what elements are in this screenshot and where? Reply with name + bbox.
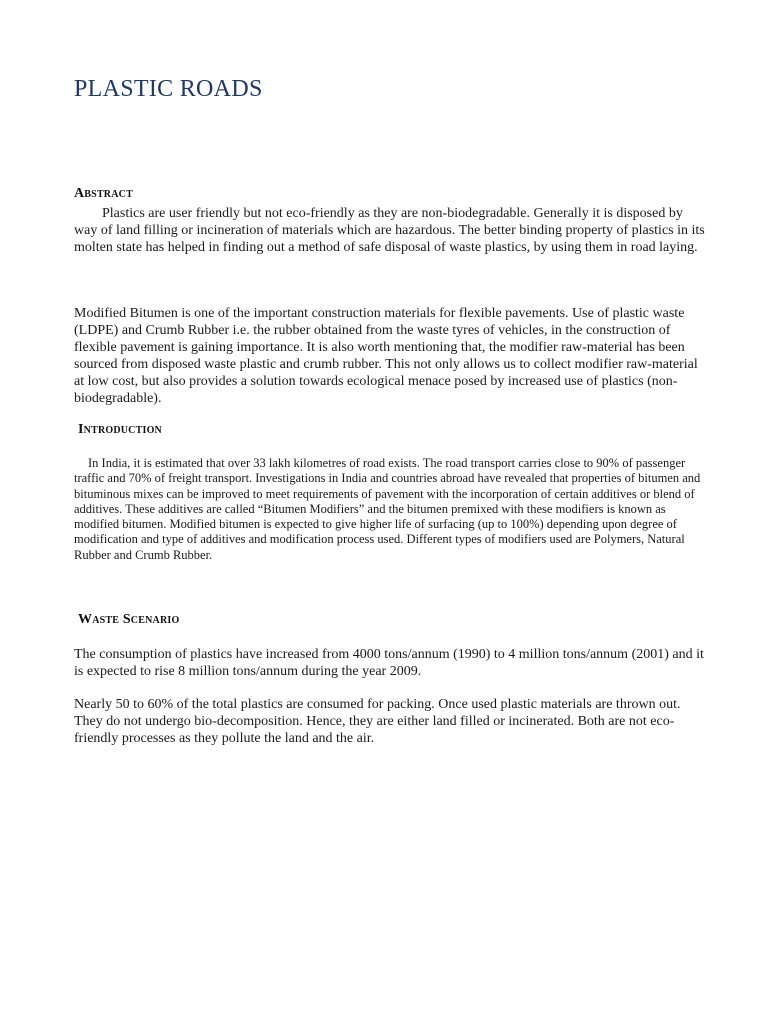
introduction-heading: Introduction [78,422,162,437]
waste-scenario-paragraph-1: The consumption of plastics have increased from 4000 tons/annum (1990) to 4 million tons/annum (2001) and it is expected to rise 8 million tons/annum during the year 2009. [74,647,704,679]
abstract-paragraph-2: Modified Bitumen is one of the important construction materials for flexible pavements. Use of plastic waste (LDPE) and Crumb Rubber i.e. the rubber obtained from the waste tyres of vehicles, in the construction of flexible pavement is gaining importance. It is also worth mentioning that, the modifier raw-material has been sourced from disposed waste plastic and crumb rubber. This not only allows us to collect modifier raw-material at low cost, but also provides a solution towards ecological menace posed by increased use of plastics (non-biodegradable). [74,306,698,406]
waste-scenario-heading: Waste Scenario [78,612,180,627]
abstract-paragraph-1: Plastics are user friendly but not eco-friendly as they are non-biodegradable. Generally it is disposed by way of land filling or incineration of materials which are hazardous. The better binding property of plastics in its molten state has helped in finding out a method of safe disposal of waste plastics, by using them in road laying. [74,206,705,255]
waste-scenario-paragraph-2: Nearly 50 to 60% of the total plastics are consumed for packing. Once used plastic materials are thrown out. They do not undergo bio-decomposition. Hence, they are either land filled or incinerated. Both are not eco-friendly processes as they pollute the land and the air. [74,697,681,746]
document-title: PLASTIC ROADS [74,76,263,102]
introduction-paragraph-1: In India, it is estimated that over 33 lakh kilometres of road exists. The road transport carries close to 90% of passenger traffic and 70% of freight transport. Investigations in India and countries abroad have revealed that properties of bitumen and bituminous mixes can be improved to meet requirements of pavement with the incorporation of certain additives or blend of additives. These additives are called “Bitumen Modifiers” and the bitumen premixed with these modifiers is known as modified bitumen. Modified bitumen is expected to give higher life of surfacing (up to 100%) depending upon degree of modification and type of additives and modification process used. Different types of modifiers used are Polymers, Natural Rubber and Crumb Rubber. [74,456,701,562]
abstract-heading: Abstract [74,186,133,201]
